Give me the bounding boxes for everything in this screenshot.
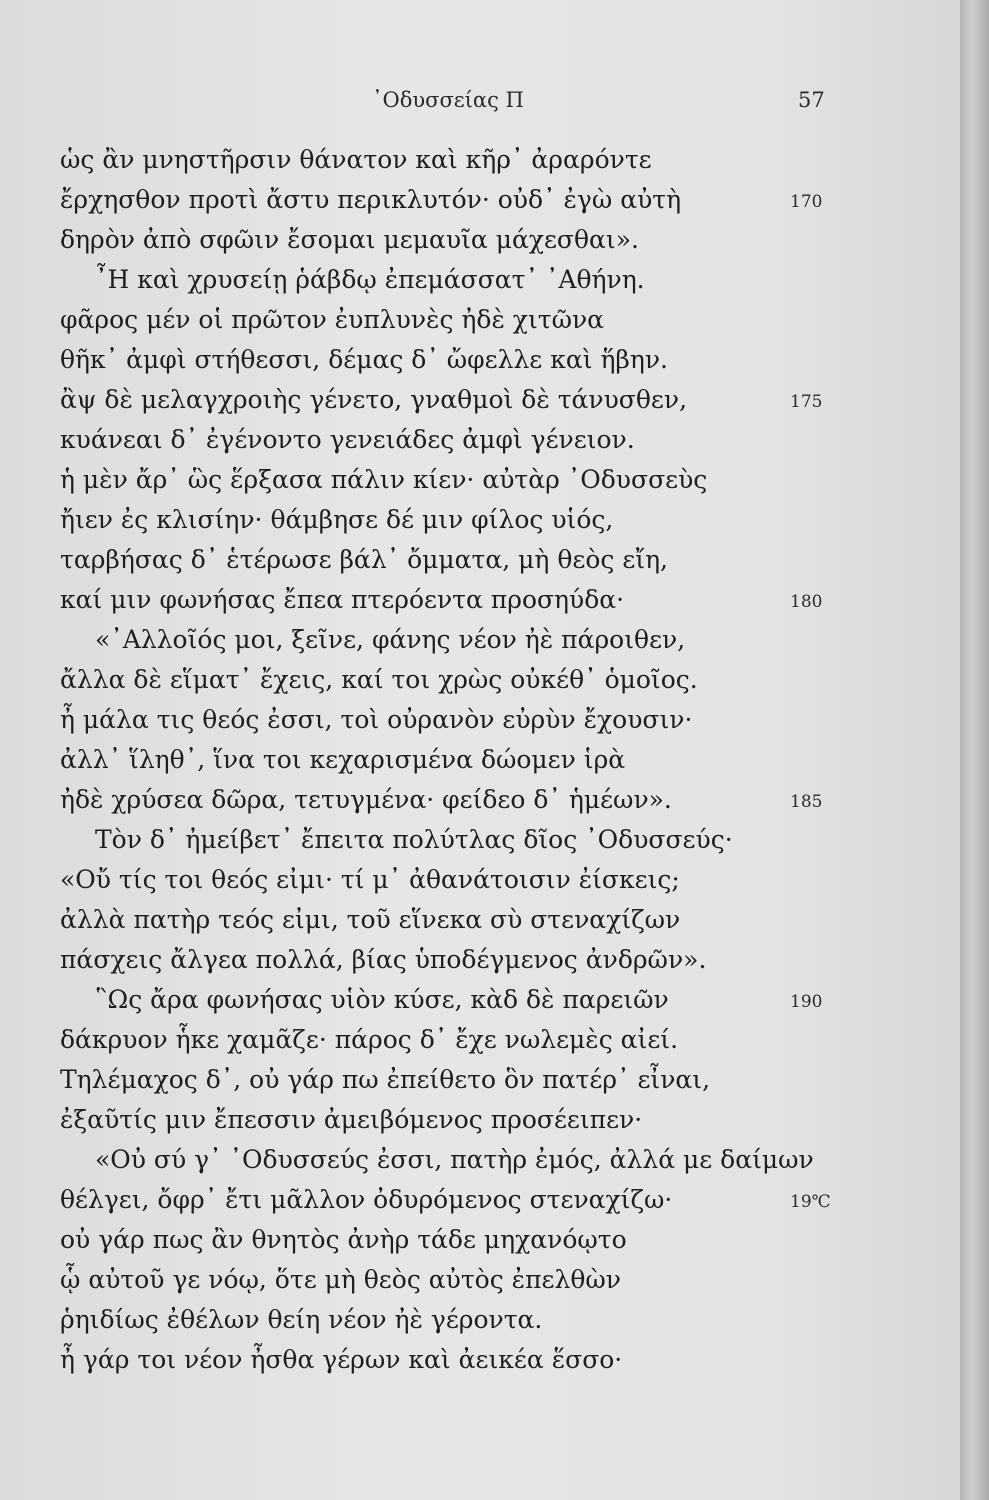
verse-line: ἡ μὲν ἄρ᾽ ὣς ἕρξασα πάλιν κίεν· αὐτὰρ ᾿Οδυσσεὺς [60,465,708,494]
line-number: 190 [790,992,823,1012]
line-number: 170 [790,192,823,212]
verse-line: ἦ μάλα τις θεός ἐσσι, τοὶ οὐρανὸν εὐρὺν ἔχουσιν· [60,705,693,734]
verse-line: ταρβήσας δ᾽ ἑτέρωσε βάλ᾽ ὄμματα, μὴ θεὸς εἴη, [60,545,668,574]
verse-line: ῝Ως ἄρα φωνήσας υἱὸν κύσε, κὰδ δὲ παρειῶν [95,985,669,1014]
verse-line: ἄλλα δὲ εἵματ᾽ ἔχεις, καί τοι χρὼς οὐκέθ᾽ ὁμοῖος. [60,665,698,694]
verse-line: «Οὐ σύ γ᾽ ᾿Οδυσσεύς ἐσσι, πατὴρ ἐμός, ἀλλά με δαίμων [95,1145,814,1174]
page-number: 57 [798,88,825,112]
verse-line: ἀλλὰ πατὴρ τεός εἰμι, τοῦ εἵνεκα σὺ στεναχίζων [60,905,681,934]
verse-line: ἂψ δὲ μελαγχροιὴς γένετο, γναθμοὶ δὲ τάνυσθεν, [60,385,688,414]
verse-line: ἔρχησθον προτὶ ἄστυ περικλυτόν· οὐδ᾽ ἐγὼ αὐτὴ [60,185,682,214]
verse-line: θέλγει, ὄφρ᾽ ἔτι μᾶλλον ὀδυρόμενος στεναχίζω· [60,1185,673,1214]
verse-line: ἐξαῦτίς μιν ἔπεσσιν ἀμειβόμενος προσέειπεν· [60,1105,643,1134]
verse-line: ὡς ἂν μνηστῆρσιν θάνατον καὶ κῆρ᾽ ἀραρόντε [60,145,652,174]
verse-line: δάκρυον ἧκε χαμᾶζε· πάρος δ᾽ ἔχε νωλεμὲς αἰεί. [60,1025,679,1054]
verse-line: οὐ γάρ πως ἂν θνητὸς ἀνὴρ τάδε μηχανόῳτο [60,1225,627,1254]
verse-line: ἀλλ᾽ ἵληθ᾽, ἵνα τοι κεχαρισμένα δώομεν ἱρὰ [60,745,626,774]
line-number: 185 [790,792,823,812]
verse-line: «Οὔ τίς τοι θεός εἰμι· τί μ᾽ ἀθανάτοισιν ἐίσκεις; [60,865,680,894]
verse-line: καί μιν φωνήσας ἔπεα πτερόεντα προσηύδα· [60,585,625,614]
line-number: 175 [790,392,823,412]
verse-line: πάσχεις ἄλγεα πολλά, βίας ὑποδέγμενος ἀνδρῶν». [60,945,707,974]
verse-line: κυάνεαι δ᾽ ἐγένοντο γενειάδες ἀμφὶ γένειον. [60,425,635,454]
verse-line: ἤιεν ἐς κλισίην· θάμβησε δέ μιν φίλος υἱός, [60,505,614,534]
verse-line: Τηλέμαχος δ᾽, οὐ γάρ πω ἐπείθετο ὃν πατέρ᾽ εἶναι, [60,1065,711,1094]
verse-line: δηρὸν ἀπὸ σφῶιν ἔσομαι μεμαυῖα μάχεσθαι». [60,225,639,254]
line-number: 180 [790,592,823,612]
running-header-title: ᾿Οδυσσείας Π [372,88,524,112]
verse-line: ἠδὲ χρύσεα δῶρα, τετυγμένα· φείδεο δ᾽ ἡμέων». [60,785,672,814]
verse-line: θῆκ᾽ ἀμφὶ στήθεσσι, δέμας δ᾽ ὤφελλε καὶ ἥβην. [60,345,669,374]
verse-line: Τὸν δ᾽ ἠμείβετ᾽ ἔπειτα πολύτλας δῖος ᾿Οδυσσεύς· [95,825,733,854]
verse-line: ῥηιδίως ἐθέλων θείη νέον ἠὲ γέροντα. [60,1305,543,1334]
next-page-edge [960,0,989,1500]
verse-line: «᾿Αλλοῖός μοι, ξεῖνε, φάνης νέον ἠὲ πάροιθεν, [95,625,686,654]
line-number: 19℃ [790,1192,831,1212]
verse-line: φᾶρος μέν οἱ πρῶτον ἐυπλυνὲς ἠδὲ χιτῶνα [60,305,605,334]
verse-line: ῏Η καὶ χρυσείῃ ῥάβδῳ ἐπεμάσσατ᾽ ᾿Αθήνη. [95,265,645,294]
verse-line: ἦ γάρ τοι νέον ἦσθα γέρων καὶ ἀεικέα ἕσσο· [60,1345,623,1374]
verse-line: ᾧ αὐτοῦ γε νόῳ, ὅτε μὴ θεὸς αὐτὸς ἐπελθὼν [60,1265,621,1294]
